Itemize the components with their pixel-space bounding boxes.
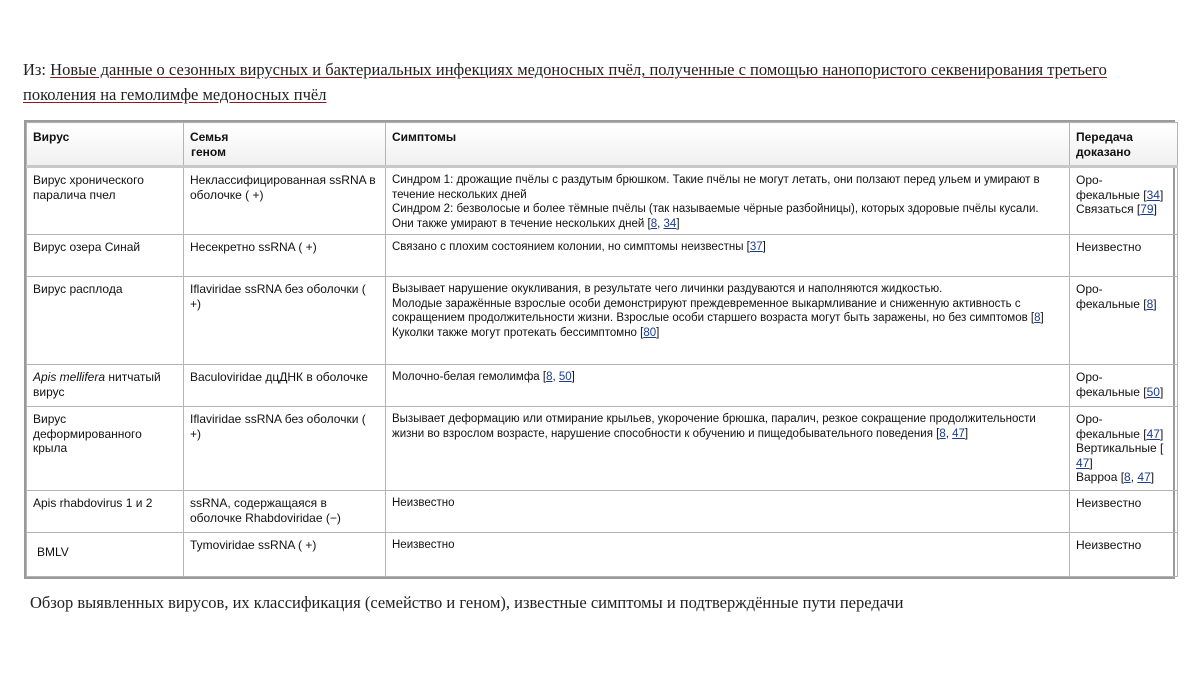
reference-link[interactable]: 47 <box>1076 455 1090 470</box>
reference-link[interactable]: 8 <box>546 371 553 383</box>
table-row <box>27 407 1178 491</box>
family-genome-cell: Tymoviridae ssRNA ( +) <box>184 533 386 577</box>
reference-link[interactable]: 50 <box>558 371 572 383</box>
reference-link[interactable]: 8 <box>650 217 658 230</box>
symptoms-cell <box>386 365 1070 407</box>
cell-line: Куколки также могут протекать бессимптомно [80] <box>392 326 660 339</box>
virus-name: BMLV <box>37 545 69 559</box>
virus-cell <box>27 407 184 491</box>
cell-line: Молочно-белая гемолимфа [8, 50] <box>392 371 575 383</box>
virus-cell <box>27 533 184 577</box>
reference-link[interactable]: 37 <box>749 241 763 253</box>
table-row <box>27 491 1178 533</box>
family-genome-cell: Iflaviridae ssRNA без оболочки ( +) <box>184 277 386 365</box>
family-genome-cell: Iflaviridae ssRNA без оболочки ( +) <box>184 407 386 491</box>
virus-cell <box>27 235 184 277</box>
transmission-cell <box>1070 167 1178 235</box>
virus-name: Вирус расплода <box>33 282 123 296</box>
table-row <box>27 235 1178 277</box>
family-genome-cell: Неклассифицированная ssRNA в оболочке ( +) <box>184 167 386 235</box>
cell-line: Вертикальные [ <box>1076 441 1164 455</box>
cell-line: фекальные [50] <box>1076 384 1164 399</box>
cell-line: Связаться [79] <box>1076 202 1157 216</box>
reference-link[interactable]: 47 <box>1146 426 1160 441</box>
table-row <box>27 533 1178 577</box>
reference-link[interactable]: 8 <box>1034 312 1041 324</box>
transmission-cell <box>1070 277 1178 365</box>
cell-line: Молодые заражённые взрослые особи демонстрируют преждевременное выкармливание и сниженную активность с сокращением продолжительности жизни. Взрослые особи старшего возраста могут быть заражены, но без симптомов [8] <box>392 297 1044 324</box>
virus-table <box>26 122 1178 577</box>
cell-line: 47] <box>1076 455 1093 470</box>
cell-line: Синдром 2: безволосые и более тёмные пчёлы (так называемые чёрные разбойницы), которых здоровые пчёлы кусали. Они также умирают в течение нескольких дней [8, 34] <box>392 203 1039 230</box>
cell-line: Неизвестно <box>392 539 455 551</box>
reference-link[interactable]: 8 <box>939 427 946 440</box>
cell-line: фекальные [47] <box>1076 426 1164 441</box>
family-genome-cell: Baculoviridae дцДНК в оболочке <box>184 365 386 407</box>
transmission-cell <box>1070 491 1178 533</box>
transmission-cell <box>1070 407 1178 491</box>
reference-link[interactable]: 34 <box>663 217 677 230</box>
virus-table-container <box>24 120 1175 579</box>
symptoms-cell <box>386 491 1070 533</box>
transmission-cell <box>1070 365 1178 407</box>
cell-line: Вызывает нарушение окукливания, в результате чего личинки раздуваются и наполняются жидкостью. <box>392 283 943 295</box>
reference-link[interactable]: 34 <box>1146 187 1160 202</box>
virus-cell <box>27 277 184 365</box>
symptoms-cell <box>386 277 1070 365</box>
symptoms-cell <box>386 235 1070 277</box>
source-prefix: Из: <box>23 60 47 79</box>
cell-line: Оро- <box>1076 282 1103 296</box>
cell-line: фекальные [34] <box>1076 187 1164 202</box>
reference-link[interactable]: 79 <box>1140 202 1154 216</box>
transmission-cell <box>1070 533 1178 577</box>
virus-name: Apis rhabdovirus 1 и 2 <box>33 496 153 510</box>
virus-name: Вирус хронического паралича пчел <box>33 173 144 202</box>
reference-link[interactable]: 8 <box>1146 296 1154 311</box>
source-line <box>23 57 1173 107</box>
cell-line: Варроа [8, 47] <box>1076 470 1155 484</box>
header-symptoms: Симптомы <box>386 123 1070 167</box>
header-family-genome: Семья геном <box>184 123 386 167</box>
reference-link[interactable]: 8 <box>1124 470 1131 484</box>
cell-line: Неизвестно <box>1076 538 1142 552</box>
header-transmission: Передача доказано <box>1070 123 1178 167</box>
reference-link[interactable]: 47 <box>952 427 965 440</box>
table-row <box>27 365 1178 407</box>
source-article-link[interactable]: Новые данные о сезонных вирусных и бактериальных инфекциях медоносных пчёл, полученные с помощью нанопористого секвенирования третьего поколения на гемолимфе медоносных пчёл <box>23 60 1107 104</box>
header-virus: Вирус <box>27 123 184 167</box>
cell-line: Неизвестно <box>1076 240 1142 254</box>
virus-cell <box>27 365 184 407</box>
virus-cell <box>27 167 184 235</box>
table-caption: Обзор выявленных вирусов, их классификация (семейство и геном), известные симптомы и подтверждённые пути передачи <box>30 593 904 612</box>
cell-line: Неизвестно <box>392 497 455 509</box>
table-row <box>27 167 1178 235</box>
virus-name: нитчатый вирус <box>33 370 161 399</box>
symptoms-cell <box>386 167 1070 235</box>
virus-name: Вирус деформированного крыла <box>33 412 142 455</box>
symptoms-cell <box>386 407 1070 491</box>
cell-line: Синдром 1: дрожащие пчёлы с раздутым брюшком. Такие пчёлы не могут летать, они ползают перед ульем и умирают в течение нескольких дней <box>392 174 1040 201</box>
virus-name-italic: Apis mellifera <box>33 370 106 384</box>
reference-link[interactable]: 50 <box>1146 384 1160 399</box>
virus-name: Вирус озера Синай <box>33 240 141 254</box>
cell-line: Оро- <box>1076 370 1103 384</box>
symptoms-cell <box>386 533 1070 577</box>
cell-line: Оро- <box>1076 173 1103 187</box>
reference-link[interactable]: 80 <box>643 326 657 339</box>
table-row <box>27 277 1178 365</box>
cell-line: фекальные [8] <box>1076 296 1157 311</box>
cell-line: Вызывает деформацию или отмирание крыльев, укорочение брюшка, паралич, резкое сокращение продолжительности жизни во взрослом возрасте, нарушение способности к обучению и пищедобывательного поведения [8, 47] <box>392 413 1036 440</box>
reference-link[interactable]: 47 <box>1137 470 1151 484</box>
transmission-cell <box>1070 235 1178 277</box>
cell-line: Неизвестно <box>1076 496 1142 510</box>
virus-cell <box>27 491 184 533</box>
cell-line: Связано с плохим состоянием колонии, но симптомы неизвестны [37] <box>392 241 766 253</box>
cell-line: Оро- <box>1076 412 1103 426</box>
family-genome-cell: ssRNA, содержащаяся в оболочке Rhabdoviridae (−) <box>184 491 386 533</box>
family-genome-cell: Несекретно ssRNA ( +) <box>184 235 386 277</box>
